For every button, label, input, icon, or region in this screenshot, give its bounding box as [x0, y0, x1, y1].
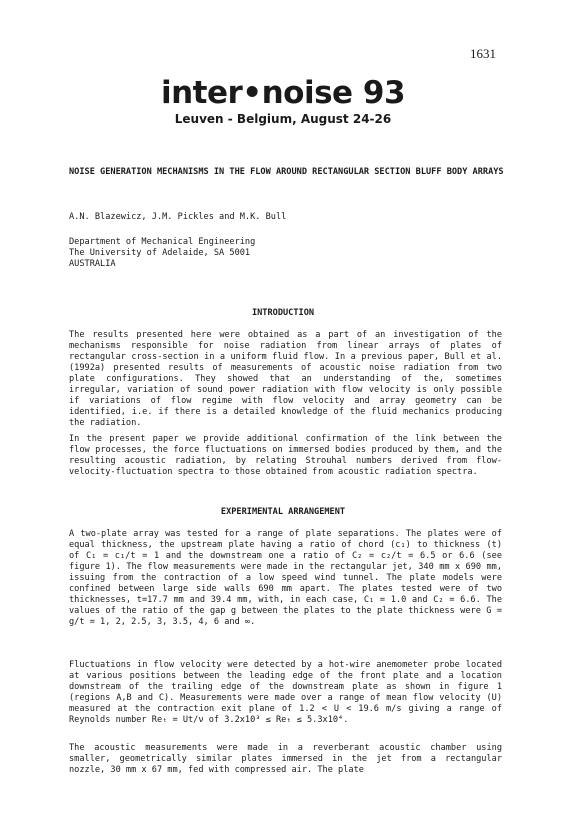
paragraph: Fluctuations in flow velocity were detected by a hot-wire anemometer probe located at various positions between the leading edge of the front plate and a location downstream of the trailing edge of the downstream plate as shown in figure 1 (regions A,B and C). Measurements were made over a range of mean flow velocity (U) measured at the contraction exit plane of 1.2 < U < 19.6 m/s giving a range of Reynolds number Reₜ = Ut/ν of 3.2x10³ ≤ Reₜ ≤ 5.3x10⁴. [69, 660, 502, 725]
paragraph: A two-plate array was tested for a range of plate separations. The plates were of equal thickness, the upstream plate having a ratio of chord (c₁) to thickness (t) of C₁ = c₁/t = 1 and the downstream one a ratio of C₂ = c₂/t = 6.5 or 6.6 (see figure 1). The flow measurements were made in the rectangular jet, 340 mm x 690 mm, issuing from the contraction of a low speed wind tunnel. The plate models were confined between large side walls 690 mm apart. The plates tested were of two thicknesses, t=17.7 mm and 39.4 mm, with, in each case, C₁ = 1.0 and C₂ = 6.6. The values of the ratio of the gap g between the plates to the plate thickness were G = g/t = 1, 2, 2.5, 3, 3.5, 4, 6 and ∞. [69, 529, 502, 627]
paragraph: In the present paper we provide additional confirmation of the link between the flow processes, the force fluctuations on immersed bodies produced by them, and the resulting acoustic radiation, by relating Strouhal numbers derived from flow-velocity-fluctuation spectra to those obtained from acoustic radiation spectra. [69, 434, 502, 477]
authors: A.N. Blazewicz, J.M. Pickles and M.K. Bull [69, 212, 287, 222]
page-number: 1631 [470, 46, 496, 61]
paragraph: The results presented here were obtained as a part of an investigation of the mechanisms responsible for noise radiation from linear arrays of plates of rectangular cross-section in a uniform fluid flow. In a previous paper, Bull et al. (1992a) presented results of measurements of acoustic noise radiation from two plate configurations. They showed that an understanding of the, sometimes irregular, variation of sound power radiation with flow velocity is only possible if variations of flow regime with flow velocity and array geometry can be identified, i.e. if there is a detailed knowledge of the fluid mechanics producing the radiation. [69, 330, 502, 428]
paragraph: The acoustic measurements were made in a reverberant acoustic chamber using smaller, geometrically similar plates immersed in the jet from a rectangular nozzle, 30 mm x 67 mm, fed with compressed air. The plate [69, 743, 502, 775]
affiliation: Department of Mechanical Engineering The University of Adelaide, SA 5001 AUSTRALIA [69, 237, 256, 269]
conference-logo: inter•noise 93 [160, 75, 406, 111]
section-heading-experimental-arrangement: EXPERIMENTAL ARRANGEMENT [220, 507, 346, 517]
conference-location: Leuven - Belgium, August 24-26 [174, 112, 392, 126]
paper-title: NOISE GENERATION MECHANISMS IN THE FLOW AROUND RECTANGULAR SECTION BLUFF BODY ARRAYS [69, 167, 504, 177]
section-heading-introduction: INTRODUCTION [251, 308, 315, 318]
